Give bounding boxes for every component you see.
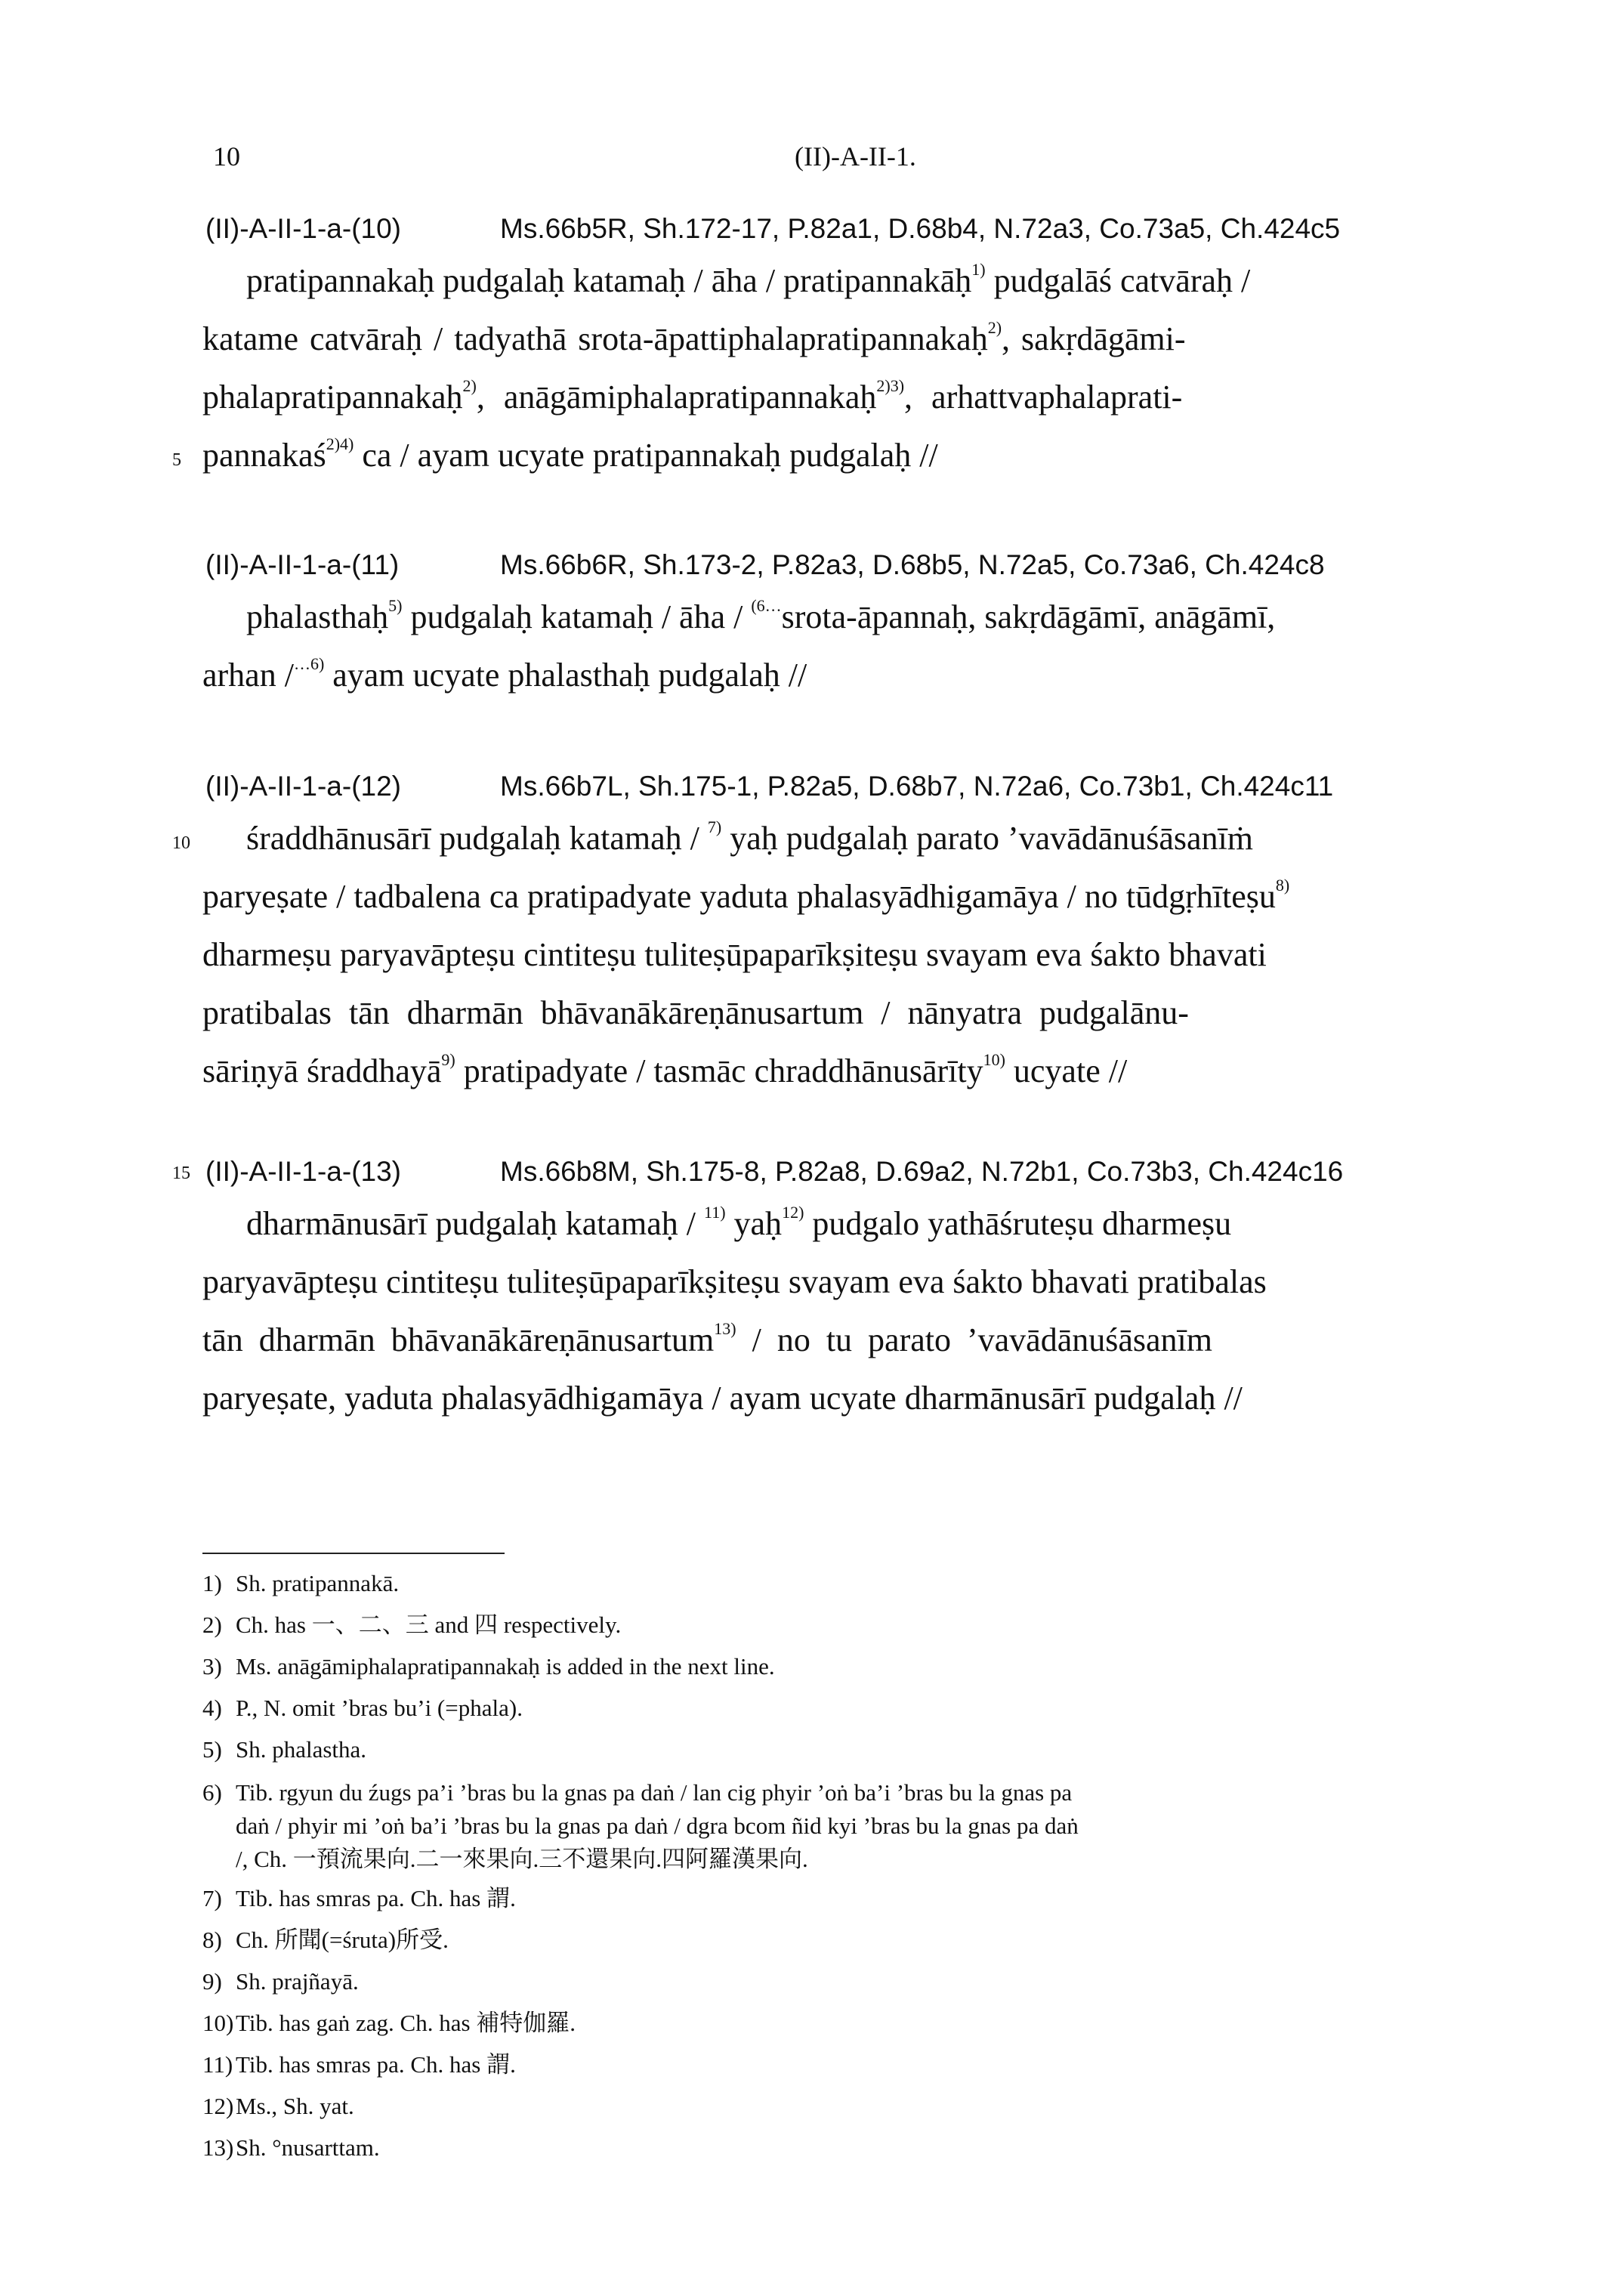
section-heading <box>172 1156 1456 1201</box>
footnote: 12)Ms., Sh. yat. <box>202 2093 354 2119</box>
footnote: 1) Sh. pratipannakā. <box>202 1570 400 1596</box>
footnote: 6) Tib. rgyun du źugs pa’i ’bras bu la gnas pa daṅ / lan cig phyir ’oṅ ba’i ’bras bu la gnas pa daṅ / phyir mi ’oṅ ba’i ’bras bu la gnas pa daṅ / dgra bcom ñid kyi ’bras bu la gnas pa daṅ /, Ch. 一預流果向.二一來果向.三不還果向.四阿羅漢果向. <box>202 1779 1079 1872</box>
line-number: 5 <box>172 450 181 470</box>
footnote: 3) Ms. anāgāmiphalapratipannakaḥ is added in the next line. <box>202 1653 775 1680</box>
text-line: dharmānusārī pudgalaḥ katamaḥ / $^{11)}$ yaḥ$^{12)}$ pudgalo yathāśruteṣu dharmeṣu <box>246 1203 1232 1242</box>
manuscript-references: Ms.66b6R, Sh.173-2, P.82a3, D.68b5, N.72a5, Co.73a6, Ch.424c8 <box>500 549 1325 580</box>
section-id: (II)-A-II-1-a-(13) <box>205 1156 401 1187</box>
text-line: tān dharmān bhāvanākāreṇānusartum$^{13)}$ / no tu parato ’vavādānuśāsanīm <box>202 1319 1212 1358</box>
section-heading <box>202 213 1456 258</box>
manuscript-references: Ms.66b8M, Sh.175-8, P.82a8, D.69a2, N.72b1, Co.73b3, Ch.424c16 <box>500 1156 1344 1187</box>
text-line: phalasthaḥ$^{5)}$ pudgalaḥ katamaḥ / āha / $^{(6\dots}$srota-āpannaḥ, sakṛdāgāmī, anāgāmī, <box>246 596 1276 635</box>
text-line: dharmeṣu paryavāpteṣu cintiteṣu tuliteṣūpaparīkṣiteṣu svayam eva śakto bhavati <box>202 936 1267 973</box>
section-13 <box>172 1156 1456 1434</box>
text-line: pratipannakaḥ pudgalaḥ katamaḥ / āha / pratipannakāḥ$^{1)}$ pudgalāś catvāraḥ / <box>246 260 1251 299</box>
footnote: 13)Sh. °nusarttam. <box>202 2134 380 2161</box>
text-line: paryeṣate / tadbalena ca pratipadyate yaduta phalasyādhigamāya / no tūdgṛhīteṣu$^{8)}$ <box>202 876 1290 915</box>
text-line: phalapratipannakaḥ$^{2)}$, anāgāmiphalapratipannakaḥ$^{2)3)}$, arhattvaphalaprati- <box>202 376 1183 416</box>
footnote: 4) P., N. omit ’bras bu’i (=phala). <box>202 1695 523 1721</box>
footnote: 10)Tib. has gaṅ zag. Ch. has 補特伽羅. <box>202 2010 576 2036</box>
footnote: 11) Tib. has smras pa. Ch. has 謂. <box>202 2051 516 2078</box>
section-id: (II)-A-II-1-a-(10) <box>205 213 401 244</box>
manuscript-references: Ms.66b5R, Sh.172-17, P.82a1, D.68b4, N.72a3, Co.73a5, Ch.424c5 <box>500 213 1341 244</box>
footnotes <box>202 1564 1456 2170</box>
running-head: (II)-A-II-1. <box>795 141 916 172</box>
text-line: 5 pannakaś$^{2)4)}$ ca / ayam ucyate pratipannakaḥ pudgalaḥ // <box>202 433 1456 491</box>
page-number: 10 <box>213 141 240 172</box>
section-10 <box>172 213 1456 491</box>
text-line: 10 śraddhānusārī pudgalaḥ katamaḥ / $^{7)}$ yaḥ pudgalaḥ parato ’vavādānuśāsanīṁ <box>202 816 1456 874</box>
footnote: 7) Tib. has smras pa. Ch. has 謂. <box>202 1885 516 1911</box>
section-heading <box>202 771 1456 816</box>
section-id: (II)-A-II-1-a-(12) <box>205 771 401 802</box>
section-heading <box>202 549 1456 595</box>
manuscript-references: Ms.66b7L, Sh.175-1, P.82a5, D.68b7, N.72a6, Co.73b1, Ch.424c11 <box>500 771 1334 802</box>
footnote: 2) Ch. has 一、二、三 and 四 respectively. <box>202 1612 622 1638</box>
section-11 <box>202 549 1456 711</box>
text-line: paryeṣate, yaduta phalasyādhigamāya / ayam ucyate dharmānusārī pudgalaḥ // <box>202 1380 1243 1417</box>
text-line: sāriṇyā śraddhayā$^{9)}$ pratipadyate / tasmāc chraddhānusārīty$^{10)}$ ucyate // <box>202 1050 1128 1089</box>
section-id: (II)-A-II-1-a-(11) <box>205 549 400 580</box>
line-number: 10 <box>172 833 190 853</box>
text-line: paryavāpteṣu cintiteṣu tuliteṣūpaparīkṣiteṣu svayam eva śakto bhavati pratibalas <box>202 1263 1267 1300</box>
text-line: pratibalas tān dharmān bhāvanākāreṇānusartum / nānyatra pudgalānu- <box>202 994 1189 1031</box>
line-number: 15 <box>172 1163 190 1183</box>
footnote: 9) Sh. prajñayā. <box>202 1968 359 1995</box>
footnote: 8) Ch. 所聞(=śruta)所受. <box>202 1927 449 1953</box>
section-12 <box>172 771 1456 1107</box>
footnote: 5) Sh. phalastha. <box>202 1736 367 1763</box>
text-line: arhan /$^{\dots 6)}$ ayam ucyate phalasthaḥ pudgalaḥ // <box>202 654 807 694</box>
text-line: katame catvāraḥ / tadyathā srota-āpattiphalapratipannakaḥ$^{2)}$, sakṛdāgāmi- <box>202 318 1186 357</box>
footnote-rule <box>202 1553 505 1554</box>
